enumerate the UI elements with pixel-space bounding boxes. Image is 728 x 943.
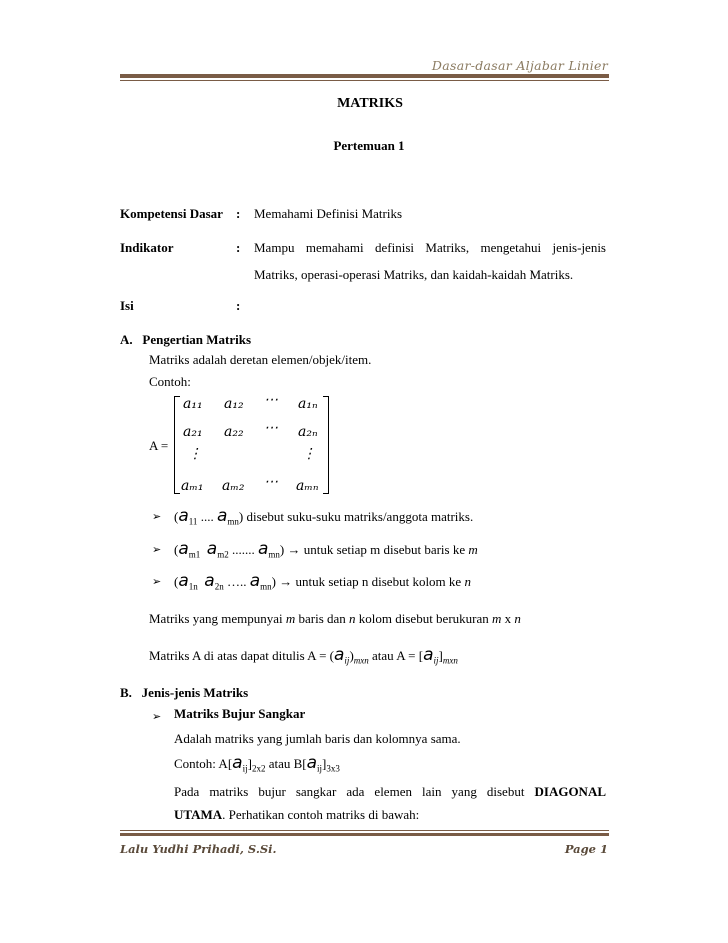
bullet-baris: ($a_{m1}$ $a_{m2}$ ....... $a_{mn}$) → untuk setiap m disebut baris ke m — [174, 539, 478, 560]
matrix-cell: aₘ₂ — [222, 478, 245, 494]
matrix-cell: a₂₁ — [183, 424, 203, 440]
matrix-cell: a₂ₙ — [298, 424, 318, 440]
matrix-cell: a₁₁ — [183, 396, 203, 412]
header-rule-thin — [120, 80, 609, 81]
kompetensi-value: Memahami Definisi Matriks — [254, 206, 403, 221]
bujur-sangkar-contoh: Contoh: $A[a_{ij}]_{2x2}$ atau $B[a_{ij}]_{3x3}$ — [174, 753, 340, 774]
matrix-label: A = — [149, 438, 169, 453]
bullet-suku-matriks: ($a_{11}$ .... $a_{mn}$) disebut suku-suku matriks/anggota matriks. — [174, 506, 474, 527]
diagonal-line-1: Pada matriks bujur sangkar ada elemen lain yang disebut DIAGONAL — [174, 784, 607, 799]
arrow-bullet-icon: ➢ — [152, 543, 162, 556]
footer-rule-thin — [120, 830, 609, 831]
matrix-left-bracket — [174, 396, 180, 494]
header-rule-thick — [120, 74, 609, 78]
matrix-cell: a₁ₙ — [298, 396, 318, 412]
indikator-line-1: Mampu memahami definisi Matriks, mengetahui jenis-jenis — [254, 240, 606, 255]
section-b-heading: B. Jenis-jenis Matriks — [120, 685, 249, 700]
arrow-bullet-icon: ➢ — [152, 510, 162, 523]
bullet-kolom: ($a_{1n}$ $a_{2n}$ ….. $a_{mn}$) → untuk setiap n disebut kolom ke n — [174, 571, 471, 592]
footer-author: Lalu Yudhi Prihadi, S.Si. — [120, 842, 277, 856]
arrow-bullet-icon: ➢ — [152, 575, 162, 588]
isi-colon: : — [236, 298, 241, 313]
isi-label: Isi — [120, 298, 134, 313]
matrix-cell: a₁₂ — [224, 396, 244, 412]
matrix-cell: aₘ₁ — [181, 478, 204, 494]
matrix-cell: ⋯ — [264, 474, 278, 490]
kompetensi-label: Kompetensi Dasar — [120, 206, 223, 221]
matrix-cell: ⋮ — [302, 446, 316, 462]
matrix-cell: aₘₙ — [296, 478, 319, 494]
bujur-sangkar-title: Matriks Bujur Sangkar — [174, 706, 306, 721]
bujur-sangkar-desc: Adalah matriks yang jumlah baris dan kolomnya sama. — [174, 731, 461, 746]
page-subtitle: Pertemuan 1 — [333, 138, 405, 153]
kompetensi-colon: : — [236, 206, 241, 221]
running-header-title: Dasar-dasar Aljabar Linier — [431, 58, 608, 73]
matrix-notation-text: Matriks A di atas dapat ditulis $A = (a_{ij})_{mxn}$ atau $A = [a_{ij}]_{mxn}$ — [149, 645, 458, 666]
page-title: MATRIKS — [337, 96, 403, 111]
section-a-heading: A. Pengertian Matriks — [120, 332, 252, 347]
indikator-label: Indikator — [120, 240, 174, 255]
matrix-size-text: Matriks yang mempunyai m baris dan n kolom disebut berukuran m x n — [149, 611, 521, 626]
matrix-cell: ⋯ — [264, 392, 278, 408]
matrix-right-bracket — [323, 396, 329, 494]
footer-page-number: Page 1 — [564, 842, 608, 856]
section-a-contoh: Contoh: — [149, 374, 191, 389]
diagonal-line-2: UTAMA. Perhatikan contoh matriks di bawah: — [174, 807, 420, 822]
arrow-bullet-icon: ➢ — [152, 710, 162, 723]
section-a-definition: Matriks adalah deretan elemen/objek/item. — [149, 352, 372, 367]
indikator-colon: : — [236, 240, 241, 255]
footer-rule-thick — [120, 833, 609, 836]
matrix-cell: ⋯ — [264, 420, 278, 436]
indikator-line-2: Matriks, operasi-operasi Matriks, dan kaidah-kaidah Matriks. — [254, 267, 574, 282]
matrix-cell: a₂₂ — [224, 424, 244, 440]
matrix-cell: ⋮ — [188, 446, 202, 462]
